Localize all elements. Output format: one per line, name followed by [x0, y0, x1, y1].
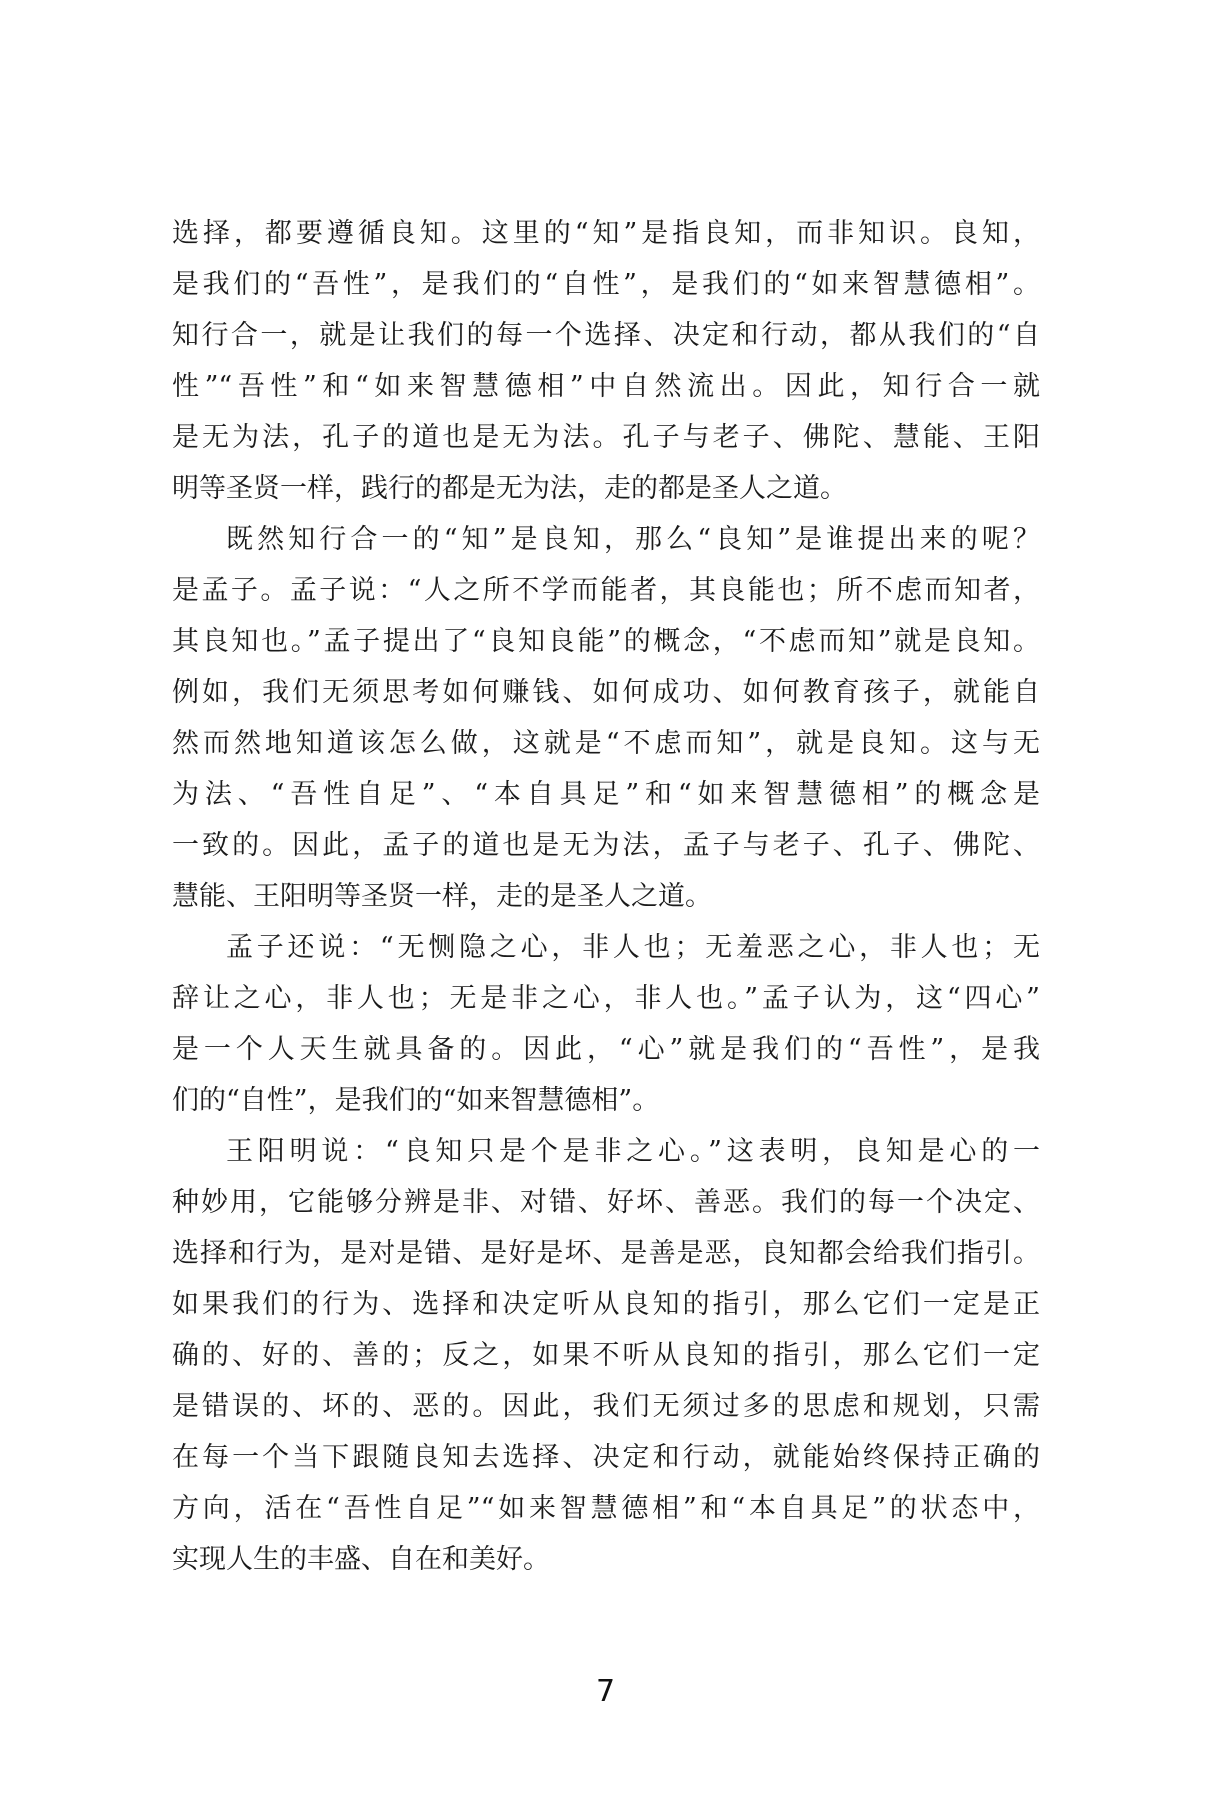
text-line: 王阳明说：“良知只是个是非之心。”这表明，良知是心的一	[226, 1136, 1040, 1167]
text-line: 种妙用，它能够分辨是非、对错、好坏、善恶。我们的每一个决定、	[172, 1187, 1040, 1218]
text-line: 然而然地知道该怎么做，这就是“不虑而知”，就是良知。这与无	[172, 728, 1040, 759]
text-line: 性”“吾性”和“如来智慧德相”中自然流出。因此，知行合一就	[172, 371, 1040, 402]
text-line: 是无为法，孔子的道也是无为法。孔子与老子、佛陀、慧能、王阳	[172, 422, 1040, 453]
text-line: 是孟子。孟子说：“人之所不学而能者，其良能也；所不虑而知者，	[172, 575, 1040, 606]
text-line: 如果我们的行为、选择和决定听从良知的指引，那么它们一定是正	[172, 1289, 1040, 1320]
text-line: 是错误的、坏的、恶的。因此，我们无须过多的思虑和规划，只需	[172, 1391, 1040, 1422]
text-line: 知行合一，就是让我们的每一个选择、决定和行动，都从我们的“自	[172, 320, 1040, 351]
text-line: 一致的。因此，孟子的道也是无为法，孟子与老子、孔子、佛陀、	[172, 830, 1040, 861]
text-line: 确的、好的、善的；反之，如果不听从良知的指引，那么它们一定	[172, 1340, 1040, 1371]
text-line: 是我们的“吾性”，是我们的“自性”，是我们的“如来智慧德相”。	[172, 269, 1040, 300]
text-line: 方向，活在“吾性自足”“如来智慧德相”和“本自具足”的状态中，	[172, 1493, 1040, 1524]
text-line: 例如，我们无须思考如何赚钱、如何成功、如何教育孩子，就能自	[172, 677, 1040, 708]
text-line: 选择和行为，是对是错、是好是坏、是善是恶，良知都会给我们指引。	[172, 1238, 1040, 1269]
text-line: 实现人生的丰盛、自在和美好。	[172, 1544, 550, 1575]
text-line: 辞让之心，非人也；无是非之心，非人也。”孟子认为，这“四心”	[172, 983, 1040, 1014]
text-line: 明等圣贤一样，践行的都是无为法，走的都是圣人之道。	[172, 473, 847, 504]
text-line: 既然知行合一的“知”是良知，那么“良知”是谁提出来的呢？	[226, 524, 1040, 555]
text-line: 在每一个当下跟随良知去选择、决定和行动，就能始终保持正确的	[172, 1442, 1040, 1473]
text-line: 为法、“吾性自足”、“本自具足”和“如来智慧德相”的概念是	[172, 779, 1040, 810]
page-number: 7	[595, 1674, 616, 1709]
text-line: 们的“自性”，是我们的“如来智慧德相”。	[172, 1085, 660, 1116]
text-line: 孟子还说：“无恻隐之心，非人也；无羞恶之心，非人也；无	[226, 932, 1040, 963]
text-line: 慧能、王阳明等圣贤一样，走的是圣人之道。	[172, 881, 712, 912]
body-text	[172, 208, 1040, 1585]
text-line: 选择，都要遵循良知。这里的“知”是指良知，而非知识。良知，	[172, 218, 1040, 249]
text-line: 是一个人天生就具备的。因此，“心”就是我们的“吾性”，是我	[172, 1034, 1040, 1065]
text-line: 其良知也。”孟子提出了“良知良能”的概念，“不虑而知”就是良知。	[172, 626, 1040, 657]
